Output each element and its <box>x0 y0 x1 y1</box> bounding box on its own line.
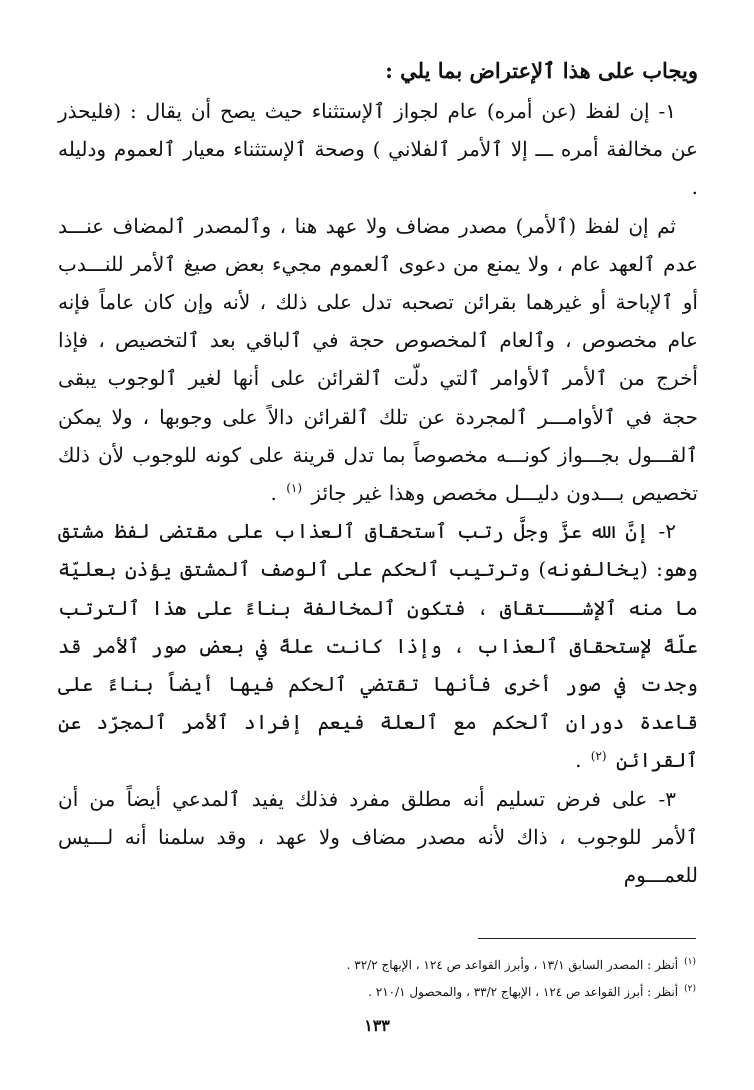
paragraph-2-end: . <box>270 481 277 506</box>
paragraph-3-text: ٢- إنَّ الله عزَّ وجلَّ رتب ٱستحقاق ٱلعذاب على مقتضى لفظ مشتق وهو: (يخالفونه) وترتيب ٱلحكم على ٱلوصف ٱلمشتق يؤذن بعليّة ما منه ٱلإشـــتقاق ، فتكون ٱلمخالفة بناءً على هذا ٱلترتب علّةً لإستحقاق ٱلعذاب ، وإذا كانت علةً في بعض صور ٱلأمر قد وجدت في صور أخرى فأنها تقتضي ٱلحكم فيها أيضاً بناءً على قاعدة دوران ٱلحكم مع ٱلعلة فيعم إفراد ٱلأمر ٱلمجرّد عن ٱلقرائن <box>58 519 698 773</box>
footnote-1 <box>58 950 696 977</box>
footnotes <box>58 950 696 1004</box>
footnote-2-mark: (٢) <box>684 984 696 994</box>
footnote-ref-2: (٢) <box>590 748 607 763</box>
footnote-ref-1: (١) <box>286 481 303 496</box>
paragraph-1: ١- إن لفظ (عن أمره) عام لجواز ٱلإستثناء حيث يصح أن يقال : (فليحذر عن مخالفة أمره ـــ إلا ٱلأمر ٱلفلاني ) وصحة ٱلإستثناء معيار ٱلعموم ودليله . <box>58 99 698 200</box>
paragraph-2 <box>58 207 698 513</box>
footnote-2 <box>58 977 696 1004</box>
footnote-1-text: أنظر : المصدر السابق ١٣/١ ، وأبرز القواعد ص ١٢٤ ، الإبهاج ٣٢/٢ . <box>346 958 679 972</box>
paragraph-2-text: ثم إن لفظ (ٱلأمر) مصدر مضاف ولا عهد هنا ، وٱلمصدر ٱلمضاف عنـــد عدم ٱلعهد عام ، ولا يمنع من دعوى ٱلعموم مجيء بعض صيغ ٱلأمر للنـــدب أو ٱلإباحة أو غيرهما بقرائن تصحبه تدل على ذلك ، لأنه وإن كان عاماً فإنه عام مخصوص ، وٱلعام ٱلمخصوص حجة في ٱلباقي بعد ٱلتخصيص ، فإذا أخرج من ٱلأمر ٱلأوامر ٱلتي دلّت ٱلقرائن على أنها لغير ٱلوجوب يبقى حجة في ٱلأوامـــر ٱلمجردة عن تلك ٱلقرائن دالاً على وجوبها ، ولا يمكن ٱلقـــول بجـــواز كونـــه مخصوصاً بما تدل قرينة على كونه للوجوب لأن ذلك تخصيص بـــدون دليـــل مخصص وهذا غير جائز <box>58 213 698 506</box>
footnote-2-text: أنظر : أبرز القواعد ص ١٢٤ ، الإبهاج ٣٣/٢ ، والمحصول ٢١٠/١ . <box>368 985 679 999</box>
paragraph-3 <box>58 512 698 779</box>
footnote-divider <box>478 938 696 939</box>
footnote-1-mark: (١) <box>684 957 696 967</box>
page-number: ١٣٣ <box>364 1016 390 1035</box>
section-heading: ويجاب على هذا ٱلإعتراض بما يلي : <box>385 58 698 83</box>
paragraph-3-end: . <box>575 748 582 773</box>
body-text <box>58 92 698 894</box>
paragraph-4: ٣- على فرض تسليم أنه مطلق مفرد فذلك يفيد ٱلمدعي أيضاً من أن ٱلأمر للوجوب ، ذاك لأنه مصدر مضاف ولا عهد ، وقد سلمنا أنه لـــيس للعمـــوم <box>58 786 698 888</box>
